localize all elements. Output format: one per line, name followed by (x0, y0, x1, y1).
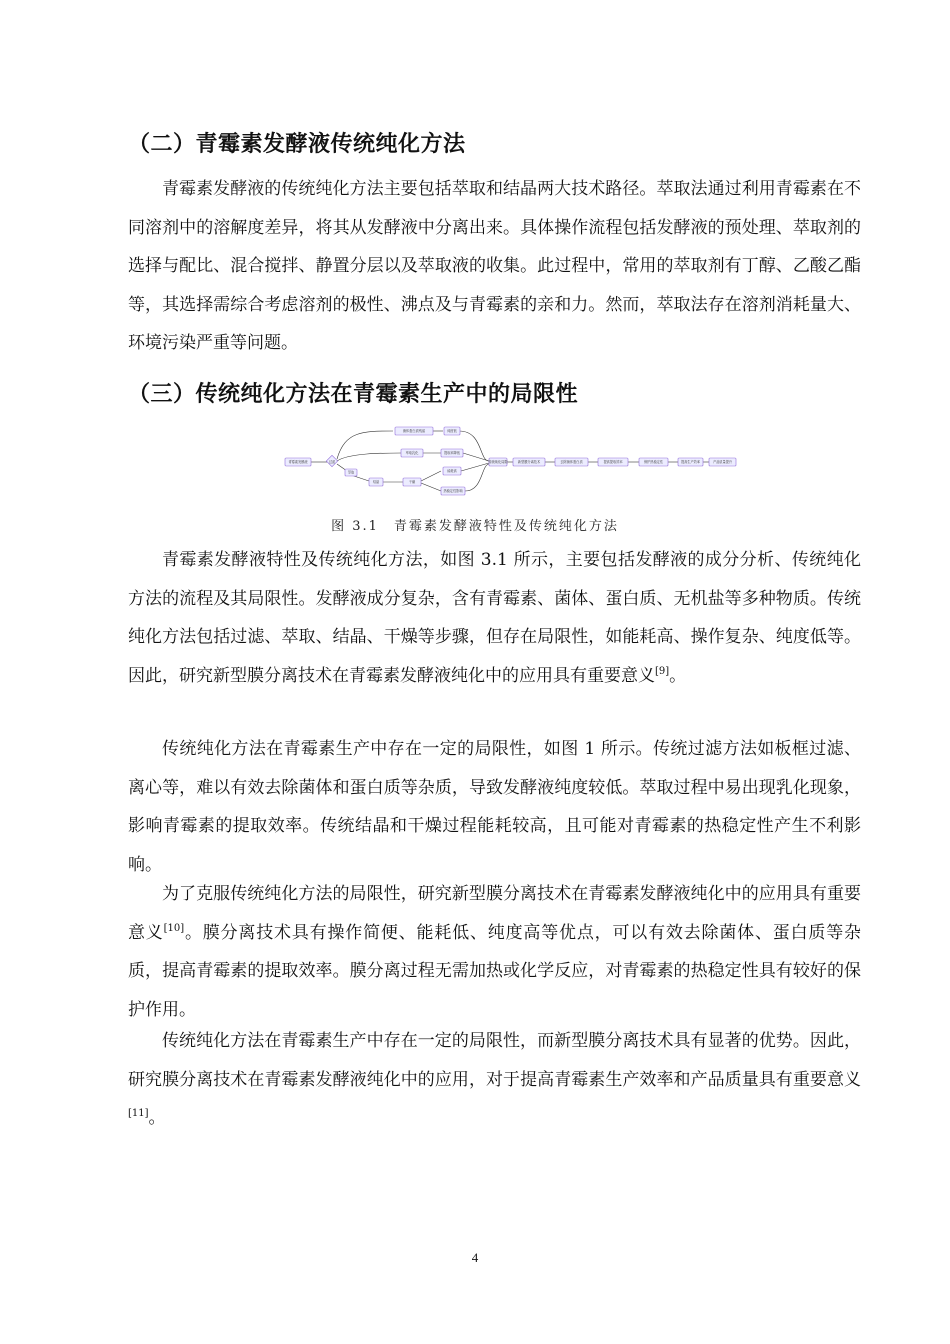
svg-text:纯度低: 纯度低 (447, 429, 457, 433)
figure-caption: 图 3.1 青霉素发酵液特性及传统纯化方法 (331, 519, 619, 534)
edge-split-mid1 (337, 453, 401, 461)
node-c2 (555, 458, 588, 466)
svg-text:过滤: 过滤 (328, 460, 336, 464)
citation-11[interactable]: [11] (128, 1108, 149, 1119)
node-dry (403, 478, 421, 486)
node-top (395, 427, 433, 435)
paragraph-2-text: 青霉素发酵液特性及传统纯化方法，如图 3.1 所示，主要包括发酵液的成分分析、传统纯化方法的流程及其局限性。发酵液成分复杂，含有青霉素、菌体、蛋白质、无机盐等多种物质。传统纯化方法包括过滤、萃取、结晶、干燥等步骤，但存在局限性，如能耗高、操作复杂、纯度低等。因此，研究新型膜分离技术在青霉素发酵液纯化中的应用具有重要意义 (128, 550, 861, 686)
edge-mid1end-hub (463, 453, 489, 461)
citation-10[interactable]: [10] (163, 922, 185, 934)
node-c5 (678, 458, 703, 466)
svg-text:菌体蛋白质残留: 菌体蛋白质残留 (402, 429, 426, 433)
paragraph-4-end: 。膜分离技术具有操作简便、能耗低、纯度高等优点，可以有效去除菌体、蛋白质等杂质，提高青霉素的提取效率。膜分离过程无需加热或化学反应，对青霉素的热稳定性具有较好的保护作用。 (128, 922, 861, 1020)
edge-dryend2-hub (465, 464, 489, 491)
node-cry (369, 478, 383, 486)
page-number: 4 (471, 1250, 479, 1265)
section-heading-3: （三）传统纯化方法在青霉素生产中的局限性 (128, 382, 579, 407)
node-c6 (709, 458, 736, 466)
svg-text:干燥: 干燥 (408, 480, 416, 484)
paragraph-5-end: 。 (148, 1108, 166, 1128)
paragraph-2 (128, 541, 861, 695)
paragraph-3: 传统纯化方法在青霉素生产中存在一定的局限性，如图 1 所示。传统过滤方法如板框过滤、离心等，难以有效去除菌体和蛋白质等杂质，导致发酵液纯度较低。萃取过程中易出现乳化现象，影响青霉素的提取效率。传统结晶和干燥过程能耗较高，且可能对青霉素的热稳定性产生不利影响。 (128, 739, 861, 875)
node-hub (488, 458, 508, 466)
paragraph-4 (128, 875, 861, 1029)
edge-dry-end (421, 471, 441, 481)
node-dry-end2 (441, 487, 465, 495)
node-c4 (639, 458, 668, 466)
node-c1 (513, 458, 545, 466)
edge-dryend-hub (461, 463, 489, 471)
paragraph-2-end: 。 (669, 665, 687, 686)
svg-text:产品质量提升: 产品质量提升 (712, 460, 733, 464)
edge-dry-end2 (421, 483, 441, 491)
node-dry-end (443, 467, 461, 475)
node-mid1-end (441, 449, 463, 457)
svg-text:去除菌体蛋白质: 去除菌体蛋白质 (560, 460, 583, 464)
citation-9[interactable]: [9] (655, 665, 670, 677)
node-mid1 (401, 449, 423, 457)
svg-text:提高提取效率: 提高提取效率 (603, 460, 623, 464)
paragraph-5-text: 传统纯化方法在青霉素生产中存在一定的局限性，而新型膜分离技术具有显著的优势。因此，研究膜分离技术在青霉素发酵液纯化中的应用，对于提高青霉素生产效率和产品质量具有重要意义 (128, 1031, 861, 1090)
paragraph-5 (128, 1022, 861, 1138)
flowchart-svg (283, 423, 738, 503)
node-top-end (444, 427, 460, 435)
svg-text:能耗高: 能耗高 (447, 469, 457, 473)
svg-text:提取率降低: 提取率降低 (444, 451, 460, 455)
node-c3 (598, 458, 628, 466)
svg-text:青霉素发酵液: 青霉素发酵液 (288, 460, 308, 464)
node-start (285, 458, 311, 466)
svg-text:萃取乳化: 萃取乳化 (405, 451, 419, 455)
node-split (326, 455, 337, 466)
flowchart-figure (283, 423, 738, 503)
svg-text:萃取: 萃取 (347, 470, 355, 475)
paragraph-4-text: 为了克服传统纯化方法的局限性，研究新型膜分离技术在青霉素发酵液纯化中的应用具有重要意义 (128, 884, 861, 943)
svg-text:保护热稳定性: 保护热稳定性 (643, 460, 664, 464)
section-heading-2: （二）青霉素发酵液传统纯化方法 (128, 132, 466, 157)
svg-text:热稳定性影响: 热稳定性影响 (443, 489, 463, 493)
svg-text:传统纯化局限: 传统纯化局限 (488, 460, 508, 464)
edge-split-top (337, 431, 393, 459)
node-ext (345, 469, 357, 476)
paragraph-1: 青霉素发酵液的传统纯化方法主要包括萃取和结晶两大技术路径。萃取法通过利用青霉素在不同溶剂中的溶解度差异，将其从发酵液中分离出来。具体操作流程包括发酵液的预处理、萃取剂的选择与配比、混合搅拌、静置分层以及萃取液的收集。此过程中，常用的萃取剂有丁醇、乙酸乙酯等，其选择需综合考虑溶剂的极性、沸点及与青霉素的亲和力。然而，萃取法存在溶剂消耗量大、环境污染严重等问题。 (128, 179, 861, 353)
svg-text:提高生产效率: 提高生产效率 (680, 460, 701, 464)
svg-text:新型膜分离技术: 新型膜分离技术 (517, 460, 541, 464)
svg-text:结晶: 结晶 (372, 480, 380, 484)
